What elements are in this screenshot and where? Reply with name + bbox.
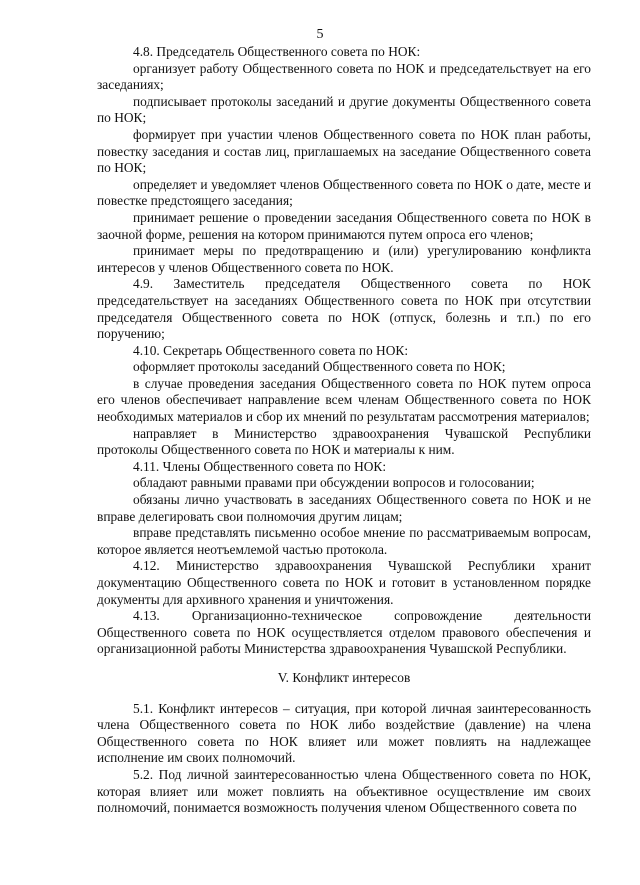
section-iv-tail <box>97 44 591 658</box>
paragraph: 5.2. Под личной заинтересованностью члена Общественного совета по НОК, которая влияет или может повлиять на объективное осуществление им своих полномочий, понимается возможность получения членом Общественного совета по <box>97 766 591 816</box>
paragraph: 5.1. Конфликт интересов – ситуация, при которой личная заинтересованность члена Общественного совета по НОК либо воздействие (давление) на члена Общественного совета по НОК влияет или может повлиять на надлежащее исполнение им своих полномочий. <box>97 700 591 766</box>
section-heading: V. Конфликт интересов <box>277 669 411 685</box>
paragraph: 4.11. Члены Общественного совета по НОК: <box>133 458 387 474</box>
paragraph: организует работу Общественного совета по НОК и председательствует на его заседаниях; <box>97 60 591 93</box>
paragraph: обладают равными правами при обсуждении вопросов и голосовании; <box>133 475 535 491</box>
paragraph: формирует при участии членов Общественного совета по НОК план работы, повестку заседания и состав лиц, приглашаемых на заседание Общественного совета по НОК; <box>97 126 591 176</box>
document-body <box>97 44 591 817</box>
paragraph: принимает решение о проведении заседания Общественного совета по НОК в заочной форме, решения на котором принимаются путем опроса его членов; <box>97 209 591 242</box>
paragraph: 4.9. Заместитель председателя Общественного совета по НОК председательствует на заседаниях Общественного совета по НОК при отсутствии председателя Общественного совета по НОК (отпуск, болезнь и т.п.) по его поручению; <box>97 276 591 342</box>
paragraph: определяет и уведомляет членов Общественного совета по НОК о дате, месте и повестке предстоящего заседания; <box>97 176 591 209</box>
paragraph: 4.13. Организационно-техническое сопровождение деятельности Общественного совета по НОК осуществляется отделом правового обеспечения и организационной работы Министерства здравоохранения Чувашской Республики. <box>97 608 591 657</box>
paragraph: 4.12. Министерство здравоохранения Чувашской Республики хранит документацию Общественного совета по НОК и готовит в установленном порядке документы для архивного хранения и уничтожения. <box>97 558 591 607</box>
paragraph: подписывает протоколы заседаний и другие документы Общественного совета по НОК; <box>97 93 591 126</box>
paragraph: 4.8. Председатель Общественного совета по НОК: <box>133 44 421 59</box>
paragraph: оформляет протоколы заседаний Общественного совета по НОК; <box>133 359 506 375</box>
page-number: 5 <box>316 27 324 42</box>
paragraph: принимает меры по предотвращению и (или) урегулированию конфликта интересов у членов Общественного совета по НОК. <box>97 243 591 275</box>
paragraph: 4.10. Секретарь Общественного совета по НОК: <box>133 342 409 358</box>
paragraph: вправе представлять письменно особое мнение по рассматриваемым вопросам, которое является неотъемлемой частью протокола. <box>97 525 591 557</box>
paragraph: в случае проведения заседания Общественного совета по НОК путем опроса его членов обеспечивает направление всем членам Общественного совета по НОК необходимых материалов и сбор их мнений по результатам рассмотрения материалов; <box>97 375 591 425</box>
section-v <box>97 701 591 817</box>
paragraph: обязаны лично участвовать в заседаниях Общественного совета по НОК и не вправе делегировать свои полномочия другим лицам; <box>97 492 591 524</box>
paragraph: направляет в Министерство здравоохранения Чувашской Республики протоколы Общественного совета по НОК и материалы к ним. <box>97 425 591 458</box>
